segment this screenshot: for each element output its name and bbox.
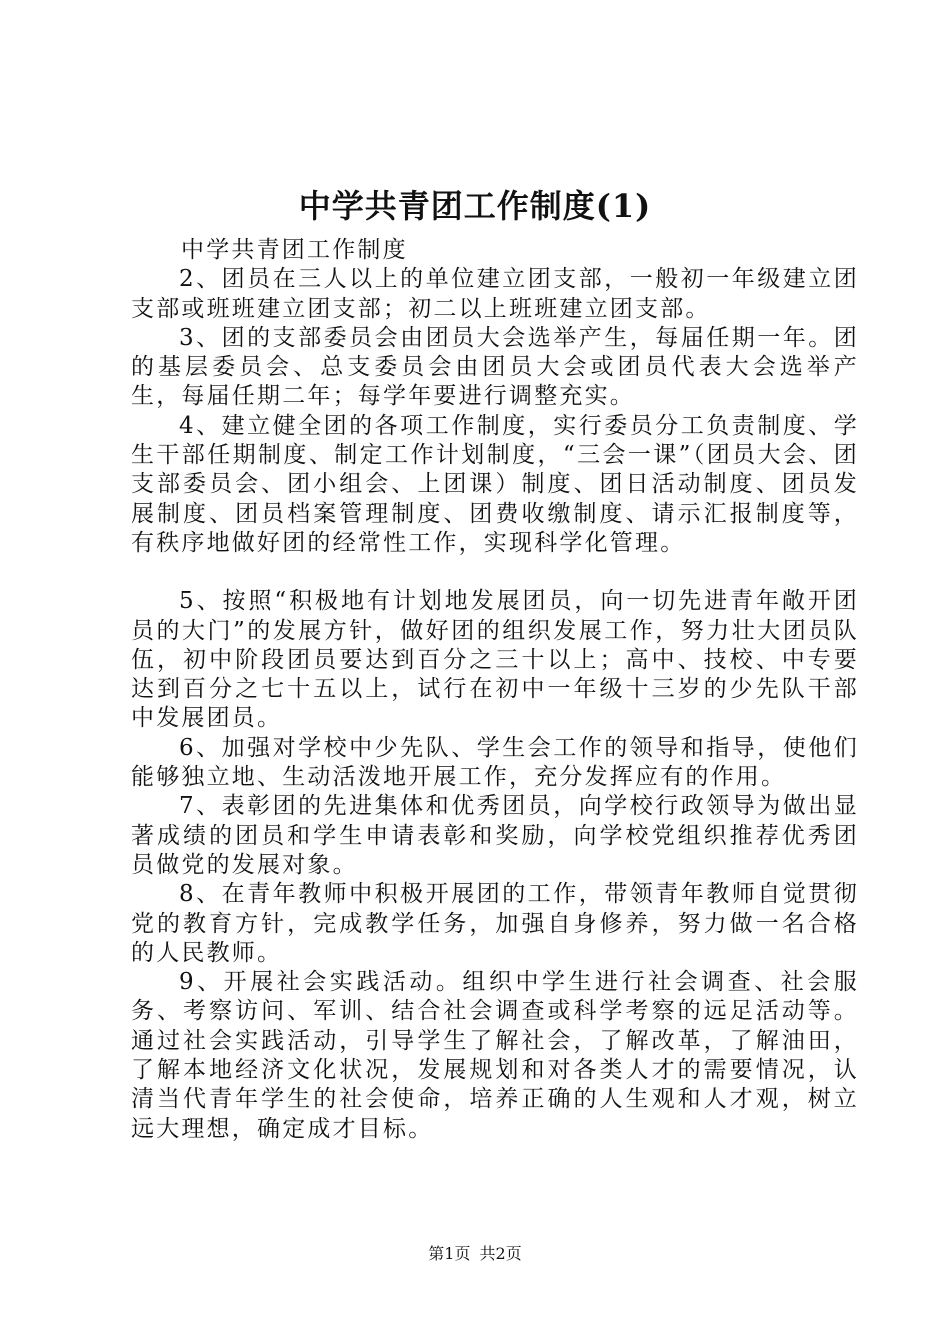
- paragraph-2: 2、团员在三人以上的单位建立团支部，一般初一年级建立团支部或班班建立团支部；初二以上班班建立团支部。: [131, 266, 859, 322]
- paragraph-4: 4、建立健全团的各项工作制度，实行委员分工负责制度、学生干部任期制度、制定工作计划制度，“三会一课”（团员大会、团支部委员会、团小组会、上团课）制度、团日活动制度、团员发展制度、团员档案管理制度、团费收缴制度、请示汇报制度等，有秩序地做好团的经常性工作，实现科学化管理。: [131, 412, 859, 556]
- paragraph-9: 9、开展社会实践活动。组织中学生进行社会调查、社会服务、考察访问、军训、结合社会调查或科学考察的远足活动等。通过社会实践活动，引导学生了解社会，了解改革，了解油田，了解本地经济文化状况，发展规划和对各类人才的需要情况，认清当代青年学生的社会使命，培养正确的人生观和人才观，树立远大理想，确定成才目标。: [131, 969, 859, 1142]
- page-number-total: 共2页: [479, 1244, 522, 1263]
- paragraph-6: 6、加强对学校中少先队、学生会工作的领导和指导，使他们能够独立地、生动活泼地开展工作，充分发挥应有的作用。: [131, 734, 859, 791]
- paragraph-5: 5、按照“积极地有计划地发展团员，向一切先进青年敞开团员的大门”的发展方针，做好团的组织发展工作，努力壮大团员队伍，初中阶段团员要达到百分之三十以上；高中、技校、中专要达到百分之七十五以上，试行在初中一年级十三岁的少先队干部中发展团员。: [131, 588, 859, 732]
- document-title: 中学共青团工作制度(1): [298, 187, 652, 225]
- paragraph-8: 8、在青年教师中积极开展团的工作，带领青年教师自觉贯彻党的教育方针，完成教学任务，加强自身修养，努力做一名合格的人民教师。: [131, 881, 859, 966]
- page-number-current: 第1页: [428, 1244, 471, 1263]
- page-footer: [0, 1243, 950, 1265]
- document-subtitle: 中学共青团工作制度: [181, 237, 408, 263]
- paragraph-3: 3、团的支部委员会由团员大会选举产生，每届任期一年。团的基层委员会、总支委员会由团员大会或团员代表大会选举产生，每届任期二年；每学年要进行调整充实。: [131, 324, 859, 410]
- document-body: [131, 236, 859, 1144]
- paragraph-7: 7、表彰团的先进集体和优秀团员，向学校行政领导为做出显著成绩的团员和学生申请表彰和奖励，向学校党组织推荐优秀团员做党的发展对象。: [131, 793, 859, 878]
- paragraph-gap: [131, 558, 859, 587]
